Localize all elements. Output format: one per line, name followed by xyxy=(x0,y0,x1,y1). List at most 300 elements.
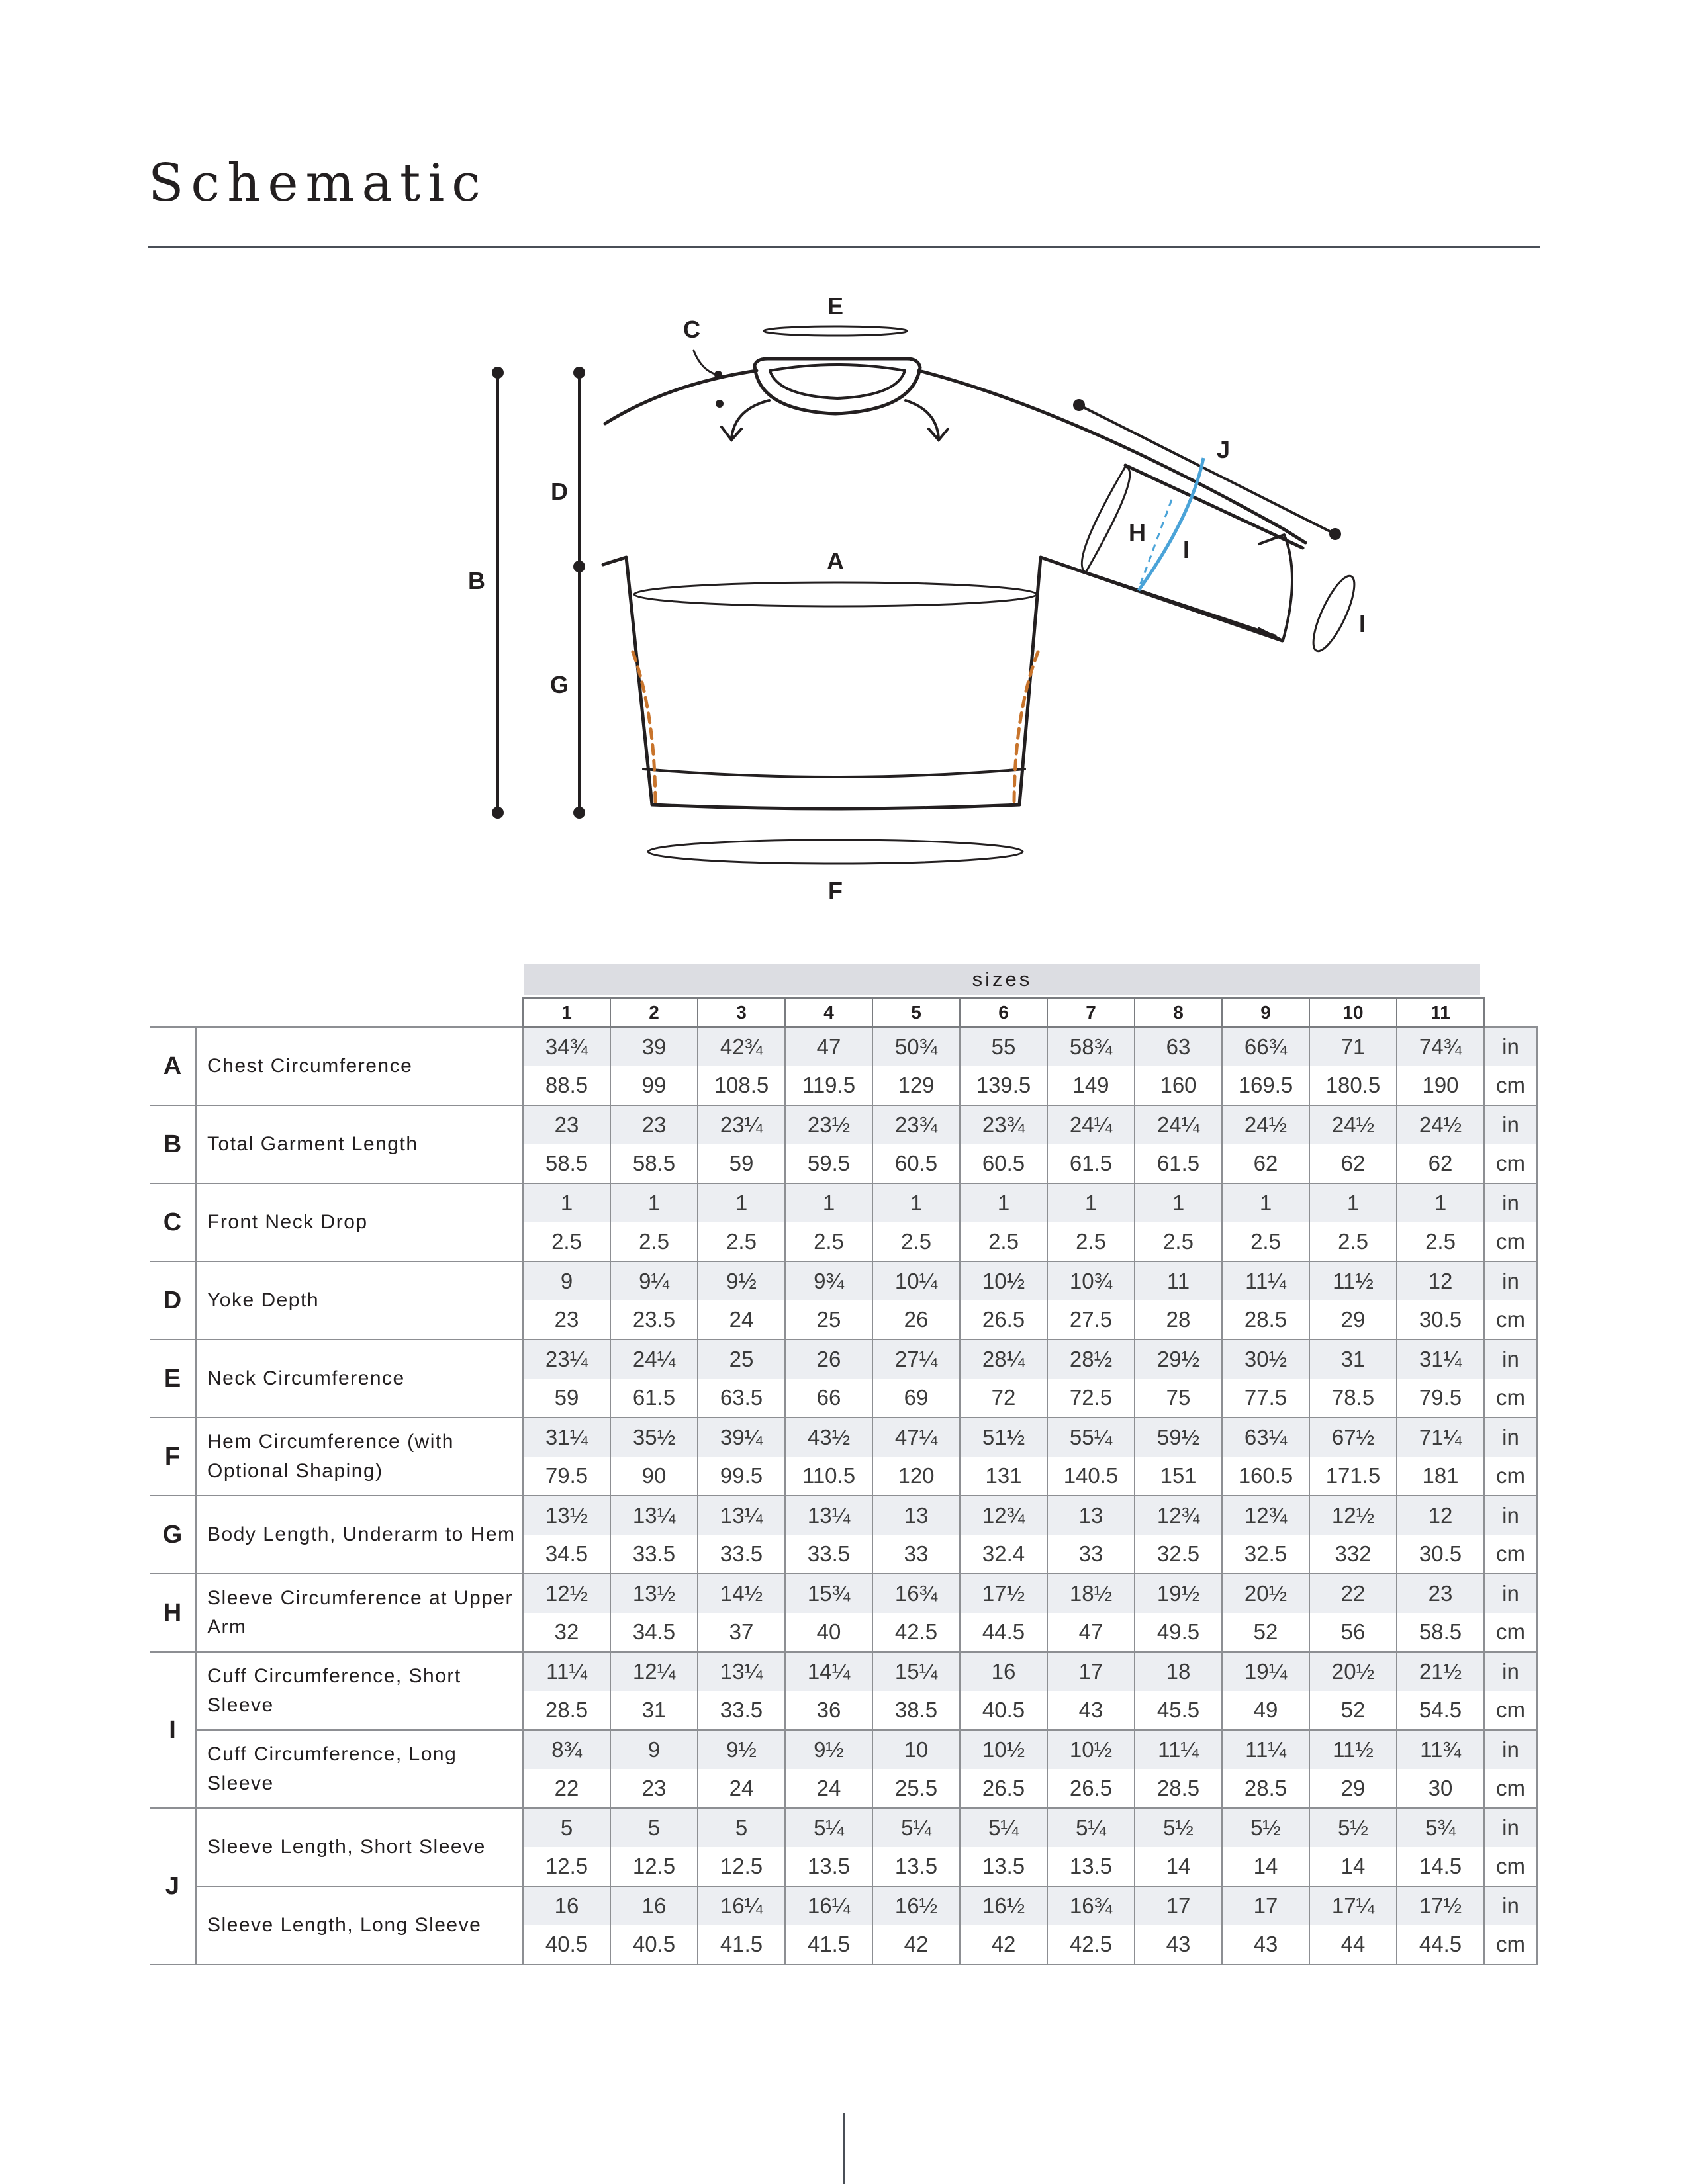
measurement-value: 1 xyxy=(1397,1183,1484,1222)
measurement-label: Body Length, Underarm to Hem xyxy=(196,1496,523,1574)
measurement-value: 13.5 xyxy=(872,1847,960,1886)
unit-label: in xyxy=(1484,1652,1537,1691)
measurement-value: 58.5 xyxy=(523,1144,610,1183)
measurement-value: 12.5 xyxy=(698,1847,785,1886)
measurement-value: 5 xyxy=(523,1808,610,1847)
measurement-value: 23¼ xyxy=(698,1105,785,1144)
measurement-value: 40.5 xyxy=(610,1925,698,1964)
unit-label: in xyxy=(1484,1886,1537,1925)
measurement-value: 12 xyxy=(1397,1261,1484,1300)
measurement-value: 1 xyxy=(1222,1183,1309,1222)
size-header: 10 xyxy=(1309,998,1397,1027)
measurement-value: 1 xyxy=(785,1183,872,1222)
measurement-value: 9 xyxy=(610,1730,698,1769)
measurement-value: 28.5 xyxy=(523,1691,610,1730)
measurement-value: 16 xyxy=(610,1886,698,1925)
measurement-value: 1 xyxy=(960,1183,1047,1222)
measurement-value: 9 xyxy=(523,1261,610,1300)
measurement-value: 131 xyxy=(960,1457,1047,1496)
table-row xyxy=(150,1808,1537,1847)
hem-ribbing-line xyxy=(643,769,1025,777)
measurement-value: 13.5 xyxy=(960,1847,1047,1886)
measurement-value: 40.5 xyxy=(523,1925,610,1964)
measurement-value: 13¼ xyxy=(698,1652,785,1691)
measurement-letter: I xyxy=(150,1652,196,1808)
table-row xyxy=(150,1183,1537,1222)
measurement-value: 99.5 xyxy=(698,1457,785,1496)
measurement-value: 180.5 xyxy=(1309,1066,1397,1105)
measurement-value: 17½ xyxy=(1397,1886,1484,1925)
measurement-value: 181 xyxy=(1397,1457,1484,1496)
measurement-value: 44.5 xyxy=(960,1613,1047,1652)
measurement-value: 16¼ xyxy=(698,1886,785,1925)
measurement-value: 26.5 xyxy=(1047,1769,1135,1808)
measurement-letter: C xyxy=(150,1183,196,1261)
measurement-value: 39¼ xyxy=(698,1418,785,1457)
measurement-value: 32.5 xyxy=(1222,1535,1309,1574)
measurement-value: 34.5 xyxy=(610,1613,698,1652)
measurement-value: 13¼ xyxy=(698,1496,785,1535)
measurement-value: 23 xyxy=(610,1769,698,1808)
measurement-value: 15¼ xyxy=(872,1652,960,1691)
measurement-value: 44.5 xyxy=(1397,1925,1484,1964)
unit-label: in xyxy=(1484,1496,1537,1535)
measurement-value: 39 xyxy=(610,1027,698,1066)
label-h: H xyxy=(1129,519,1146,546)
unit-label: in xyxy=(1484,1261,1537,1300)
measurement-value: 62 xyxy=(1397,1144,1484,1183)
unit-label: cm xyxy=(1484,1769,1537,1808)
label-i-short: I xyxy=(1182,536,1190,563)
measurement-value: 19½ xyxy=(1135,1574,1222,1613)
measurement-value: 2.5 xyxy=(698,1222,785,1261)
measurement-value: 26 xyxy=(872,1300,960,1340)
size-header: 6 xyxy=(960,998,1047,1027)
measurement-value: 11¼ xyxy=(523,1652,610,1691)
measurement-value: 151 xyxy=(1135,1457,1222,1496)
sleeve-bottom-line xyxy=(1079,570,1282,641)
measurement-value: 332 xyxy=(1309,1535,1397,1574)
measurement-value: 14.5 xyxy=(1397,1847,1484,1886)
measurement-value: 43 xyxy=(1222,1925,1309,1964)
measurement-value: 2.5 xyxy=(1309,1222,1397,1261)
measurement-value: 14 xyxy=(1135,1847,1222,1886)
measurement-value: 13.5 xyxy=(785,1847,872,1886)
measurement-value: 49.5 xyxy=(1135,1613,1222,1652)
measurement-value: 63.5 xyxy=(698,1379,785,1418)
measurement-label: Sleeve Circumference at Upper Arm xyxy=(196,1574,523,1652)
measurement-value: 74¾ xyxy=(1397,1027,1484,1066)
page-title: Schematic xyxy=(148,154,488,213)
measurement-value: 11 xyxy=(1135,1261,1222,1300)
size-header: 11 xyxy=(1397,998,1484,1027)
measurement-value: 12½ xyxy=(1309,1496,1397,1535)
measurement-label: Neck Circumference xyxy=(196,1340,523,1418)
measurement-value: 71 xyxy=(1309,1027,1397,1066)
measurement-label: Sleeve Length, Short Sleeve xyxy=(196,1808,523,1886)
measurement-value: 13 xyxy=(872,1496,960,1535)
measurement-label: Yoke Depth xyxy=(196,1261,523,1340)
measurement-value: 23 xyxy=(610,1105,698,1144)
measurement-value: 61.5 xyxy=(1047,1144,1135,1183)
measurement-value: 42 xyxy=(872,1925,960,1964)
measurement-value: 14½ xyxy=(698,1574,785,1613)
measurement-value: 15¾ xyxy=(785,1574,872,1613)
measurement-value: 13¼ xyxy=(610,1496,698,1535)
measurement-value: 60.5 xyxy=(960,1144,1047,1183)
measurement-value: 23¾ xyxy=(872,1105,960,1144)
unit-label: in xyxy=(1484,1183,1537,1222)
measurement-letter: B xyxy=(150,1105,196,1183)
table-row xyxy=(150,1105,1537,1144)
measurement-value: 13.5 xyxy=(1047,1847,1135,1886)
unit-label: cm xyxy=(1484,1379,1537,1418)
measurement-value: 22 xyxy=(523,1769,610,1808)
measurement-value: 32.4 xyxy=(960,1535,1047,1574)
measurement-value: 42 xyxy=(960,1925,1047,1964)
measurement-value: 11½ xyxy=(1309,1730,1397,1769)
measurement-value: 66 xyxy=(785,1379,872,1418)
measurement-value: 26.5 xyxy=(960,1769,1047,1808)
measurement-value: 40 xyxy=(785,1613,872,1652)
measurement-value: 17¼ xyxy=(1309,1886,1397,1925)
label-e: E xyxy=(827,293,844,320)
measurement-value: 51½ xyxy=(960,1418,1047,1457)
size-header: 5 xyxy=(872,998,960,1027)
measurement-label: Cuff Circumference, Long Sleeve xyxy=(196,1730,523,1808)
measurement-letter: A xyxy=(150,1027,196,1105)
size-header: 4 xyxy=(785,998,872,1027)
measurement-value: 24½ xyxy=(1397,1105,1484,1144)
measurement-value: 43½ xyxy=(785,1418,872,1457)
measurement-value: 9½ xyxy=(785,1730,872,1769)
measurement-value: 5 xyxy=(698,1808,785,1847)
measurement-value: 2.5 xyxy=(1397,1222,1484,1261)
measurement-label: Hem Circumference (with Optional Shaping) xyxy=(196,1418,523,1496)
measurement-value: 59.5 xyxy=(785,1144,872,1183)
measurement-value: 5¼ xyxy=(785,1808,872,1847)
measurement-value: 43 xyxy=(1047,1691,1135,1730)
measurement-value: 24½ xyxy=(1309,1105,1397,1144)
measurement-value: 21½ xyxy=(1397,1652,1484,1691)
measurement-letter: E xyxy=(150,1340,196,1418)
short-sleeve-cuff-line xyxy=(1139,458,1203,590)
measurement-value: 110.5 xyxy=(785,1457,872,1496)
measurement-value: 16¾ xyxy=(872,1574,960,1613)
measurement-letter: H xyxy=(150,1574,196,1652)
measurement-value: 24 xyxy=(698,1769,785,1808)
measurement-value: 12½ xyxy=(523,1574,610,1613)
measurement-value: 2.5 xyxy=(960,1222,1047,1261)
measurement-value: 59 xyxy=(523,1379,610,1418)
measurement-value: 33.5 xyxy=(610,1535,698,1574)
measurement-value: 38.5 xyxy=(872,1691,960,1730)
neck-drop-arrow-right xyxy=(906,400,939,438)
upper-arm-ellipse xyxy=(1082,467,1129,572)
measurement-value: 61.5 xyxy=(610,1379,698,1418)
measurement-value: 108.5 xyxy=(698,1066,785,1105)
measurement-value: 1 xyxy=(523,1183,610,1222)
measurement-value: 5½ xyxy=(1309,1808,1397,1847)
measurement-value: 47 xyxy=(785,1027,872,1066)
measurement-value: 56 xyxy=(1309,1613,1397,1652)
measurement-value: 10½ xyxy=(960,1730,1047,1769)
measurement-value: 160 xyxy=(1135,1066,1222,1105)
measurement-value: 23½ xyxy=(785,1105,872,1144)
right-yoke-line xyxy=(919,371,1305,543)
table-row xyxy=(150,1730,1537,1769)
unit-label: in xyxy=(1484,1027,1537,1066)
measurement-value: 23¾ xyxy=(960,1105,1047,1144)
measurement-value: 58.5 xyxy=(1397,1613,1484,1652)
measurement-value: 37 xyxy=(698,1613,785,1652)
size-header: 3 xyxy=(698,998,785,1027)
label-j: J xyxy=(1216,436,1231,463)
measurement-value: 13 xyxy=(1047,1496,1135,1535)
measurement-value: 28.5 xyxy=(1135,1769,1222,1808)
measurement-value: 2.5 xyxy=(523,1222,610,1261)
measurement-value: 24 xyxy=(698,1300,785,1340)
measurement-value: 2.5 xyxy=(1222,1222,1309,1261)
table-row xyxy=(150,1886,1537,1925)
measurement-value: 1 xyxy=(1047,1183,1135,1222)
measurement-value: 55¼ xyxy=(1047,1418,1135,1457)
measurement-value: 16 xyxy=(523,1886,610,1925)
measurement-value: 5¼ xyxy=(1047,1808,1135,1847)
measurement-value: 61.5 xyxy=(1135,1144,1222,1183)
measurement-value: 17 xyxy=(1135,1886,1222,1925)
measurement-value: 9¾ xyxy=(785,1261,872,1300)
measurement-value: 24¼ xyxy=(1135,1105,1222,1144)
measurement-value: 12.5 xyxy=(523,1847,610,1886)
measurement-value: 31¼ xyxy=(523,1418,610,1457)
measurement-value: 55 xyxy=(960,1027,1047,1066)
measurement-value: 23 xyxy=(523,1300,610,1340)
measurement-value: 58¾ xyxy=(1047,1027,1135,1066)
unit-label: in xyxy=(1484,1105,1537,1144)
measurement-value: 13½ xyxy=(523,1496,610,1535)
measurement-value: 88.5 xyxy=(523,1066,610,1105)
measurement-value: 41.5 xyxy=(785,1925,872,1964)
measurement-value: 16¾ xyxy=(1047,1886,1135,1925)
measurement-value: 26.5 xyxy=(960,1300,1047,1340)
measurement-value: 72.5 xyxy=(1047,1379,1135,1418)
measurement-value: 35½ xyxy=(610,1418,698,1457)
unit-label: in xyxy=(1484,1574,1537,1613)
sweater-schematic xyxy=(0,0,1688,940)
measurement-value: 20½ xyxy=(1222,1574,1309,1613)
measurement-value: 34¾ xyxy=(523,1027,610,1066)
size-header: 8 xyxy=(1135,998,1222,1027)
measurement-value: 24½ xyxy=(1222,1105,1309,1144)
unit-label: cm xyxy=(1484,1535,1537,1574)
measurement-value: 32.5 xyxy=(1135,1535,1222,1574)
measurement-value: 69 xyxy=(872,1379,960,1418)
measurement-value: 139.5 xyxy=(960,1066,1047,1105)
table-row xyxy=(150,1418,1537,1457)
measurement-value: 42.5 xyxy=(872,1613,960,1652)
measurement-value: 23 xyxy=(1397,1574,1484,1613)
measurement-value: 62 xyxy=(1309,1144,1397,1183)
measurement-value: 129 xyxy=(872,1066,960,1105)
unit-label: cm xyxy=(1484,1847,1537,1886)
sleeve-cuff xyxy=(1259,535,1292,641)
measurement-value: 11¼ xyxy=(1222,1261,1309,1300)
body-outline xyxy=(603,557,1275,809)
measurement-value: 17 xyxy=(1222,1886,1309,1925)
table-row xyxy=(150,1027,1537,1066)
measurement-value: 1 xyxy=(1135,1183,1222,1222)
table-row xyxy=(150,1574,1537,1613)
measurement-value: 79.5 xyxy=(523,1457,610,1496)
measurement-value: 31 xyxy=(1309,1340,1397,1379)
measurement-value: 1 xyxy=(698,1183,785,1222)
measurement-letter: D xyxy=(150,1261,196,1340)
unit-label: in xyxy=(1484,1730,1537,1769)
measurement-value: 16½ xyxy=(960,1886,1047,1925)
neck-drop-callout xyxy=(694,351,717,375)
measurement-value: 29 xyxy=(1309,1769,1397,1808)
measurement-value: 28.5 xyxy=(1222,1300,1309,1340)
measurement-value: 29 xyxy=(1309,1300,1397,1340)
measurement-value: 67½ xyxy=(1309,1418,1397,1457)
measurement-value: 90 xyxy=(610,1457,698,1496)
neck-circumference-ellipse xyxy=(764,326,907,336)
measurement-value: 71¼ xyxy=(1397,1418,1484,1457)
measurement-value: 190 xyxy=(1397,1066,1484,1105)
measurement-value: 23.5 xyxy=(610,1300,698,1340)
size-header: 9 xyxy=(1222,998,1309,1027)
measurement-value: 50¾ xyxy=(872,1027,960,1066)
measurement-value: 14¼ xyxy=(785,1652,872,1691)
measurement-value: 11¾ xyxy=(1397,1730,1484,1769)
measurement-value: 24 xyxy=(785,1769,872,1808)
measurement-value: 47 xyxy=(1047,1613,1135,1652)
measurement-value: 59½ xyxy=(1135,1418,1222,1457)
measurement-value: 9¼ xyxy=(610,1261,698,1300)
measurement-value: 11½ xyxy=(1309,1261,1397,1300)
measurement-value: 25.5 xyxy=(872,1769,960,1808)
measurement-label: Cuff Circumference, Short Sleeve xyxy=(196,1652,523,1730)
measurement-value: 44 xyxy=(1309,1925,1397,1964)
measurement-value: 30 xyxy=(1397,1769,1484,1808)
measurement-value: 13½ xyxy=(610,1574,698,1613)
measurement-value: 33.5 xyxy=(698,1535,785,1574)
measurement-value: 22 xyxy=(1309,1574,1397,1613)
measurement-value: 54.5 xyxy=(1397,1691,1484,1730)
measurement-value: 160.5 xyxy=(1222,1457,1309,1496)
size-header: 2 xyxy=(610,998,698,1027)
measurement-value: 78.5 xyxy=(1309,1379,1397,1418)
measurement-value: 34.5 xyxy=(523,1535,610,1574)
measurement-value: 169.5 xyxy=(1222,1066,1309,1105)
measurement-value: 16 xyxy=(960,1652,1047,1691)
measurement-value: 58.5 xyxy=(610,1144,698,1183)
cuff-circumference-ellipse xyxy=(1305,571,1362,656)
measurement-value: 33 xyxy=(1047,1535,1135,1574)
measurement-value: 27.5 xyxy=(1047,1300,1135,1340)
unit-label: in xyxy=(1484,1340,1537,1379)
measurement-value: 11¼ xyxy=(1135,1730,1222,1769)
unit-label: cm xyxy=(1484,1222,1537,1261)
label-f: F xyxy=(828,877,843,904)
measurement-value: 5¼ xyxy=(960,1808,1047,1847)
measurement-value: 52 xyxy=(1309,1691,1397,1730)
unit-label: cm xyxy=(1484,1457,1537,1496)
table-row xyxy=(150,1261,1537,1300)
measurement-value: 14 xyxy=(1222,1847,1309,1886)
unit-label: in xyxy=(1484,1808,1537,1847)
measurement-letter: F xyxy=(150,1418,196,1496)
unit-label: cm xyxy=(1484,1066,1537,1105)
measurement-value: 12¾ xyxy=(960,1496,1047,1535)
measurement-value: 10½ xyxy=(1047,1730,1135,1769)
measurement-value: 41.5 xyxy=(698,1925,785,1964)
measurement-value: 16½ xyxy=(872,1886,960,1925)
measurement-value: 52 xyxy=(1222,1613,1309,1652)
measurement-value: 36 xyxy=(785,1691,872,1730)
size-header-row xyxy=(150,998,1537,1027)
sleeve-top-line xyxy=(1125,465,1303,548)
measurement-value: 2.5 xyxy=(610,1222,698,1261)
table-row xyxy=(150,1496,1537,1535)
measurement-value: 17½ xyxy=(960,1574,1047,1613)
hem-circumference-ellipse xyxy=(648,840,1023,864)
measurement-label: Total Garment Length xyxy=(196,1105,523,1183)
measurement-value: 12 xyxy=(1397,1496,1484,1535)
label-d: D xyxy=(551,478,568,505)
measurement-value: 119.5 xyxy=(785,1066,872,1105)
measurement-value: 149 xyxy=(1047,1066,1135,1105)
measurement-value: 12¾ xyxy=(1222,1496,1309,1535)
measurement-value: 32 xyxy=(523,1613,610,1652)
measurement-value: 40.5 xyxy=(960,1691,1047,1730)
measurement-value: 12¾ xyxy=(1135,1496,1222,1535)
measurement-value: 1 xyxy=(610,1183,698,1222)
label-i-long: I xyxy=(1358,610,1366,637)
measurement-value: 49 xyxy=(1222,1691,1309,1730)
measurement-value: 5½ xyxy=(1135,1808,1222,1847)
measurement-value: 2.5 xyxy=(785,1222,872,1261)
measurement-value: 28 xyxy=(1135,1300,1222,1340)
measurement-value: 28.5 xyxy=(1222,1769,1309,1808)
measurement-value: 62 xyxy=(1222,1144,1309,1183)
measurement-value: 19¼ xyxy=(1222,1652,1309,1691)
label-a: A xyxy=(827,547,844,574)
measurement-letter: G xyxy=(150,1496,196,1574)
chest-circumference-ellipse xyxy=(634,582,1037,606)
measurement-value: 23¼ xyxy=(523,1340,610,1379)
measurement-value: 43 xyxy=(1135,1925,1222,1964)
measurement-value: 66¾ xyxy=(1222,1027,1309,1066)
size-header: 7 xyxy=(1047,998,1135,1027)
measurement-value: 10¾ xyxy=(1047,1261,1135,1300)
measurement-value: 140.5 xyxy=(1047,1457,1135,1496)
measurement-value: 79.5 xyxy=(1397,1379,1484,1418)
page-footer-divider xyxy=(843,2113,845,2184)
measurement-value: 5¼ xyxy=(872,1808,960,1847)
measurement-value: 12¼ xyxy=(610,1652,698,1691)
measurement-value: 33 xyxy=(872,1535,960,1574)
measurement-value: 30½ xyxy=(1222,1340,1309,1379)
measurement-value: 2.5 xyxy=(1135,1222,1222,1261)
measurement-value: 9½ xyxy=(698,1261,785,1300)
measurement-value: 10 xyxy=(872,1730,960,1769)
measurement-value: 30.5 xyxy=(1397,1535,1484,1574)
measurement-letter: J xyxy=(150,1808,196,1964)
measurement-value: 13¼ xyxy=(785,1496,872,1535)
label-g: G xyxy=(549,671,569,698)
